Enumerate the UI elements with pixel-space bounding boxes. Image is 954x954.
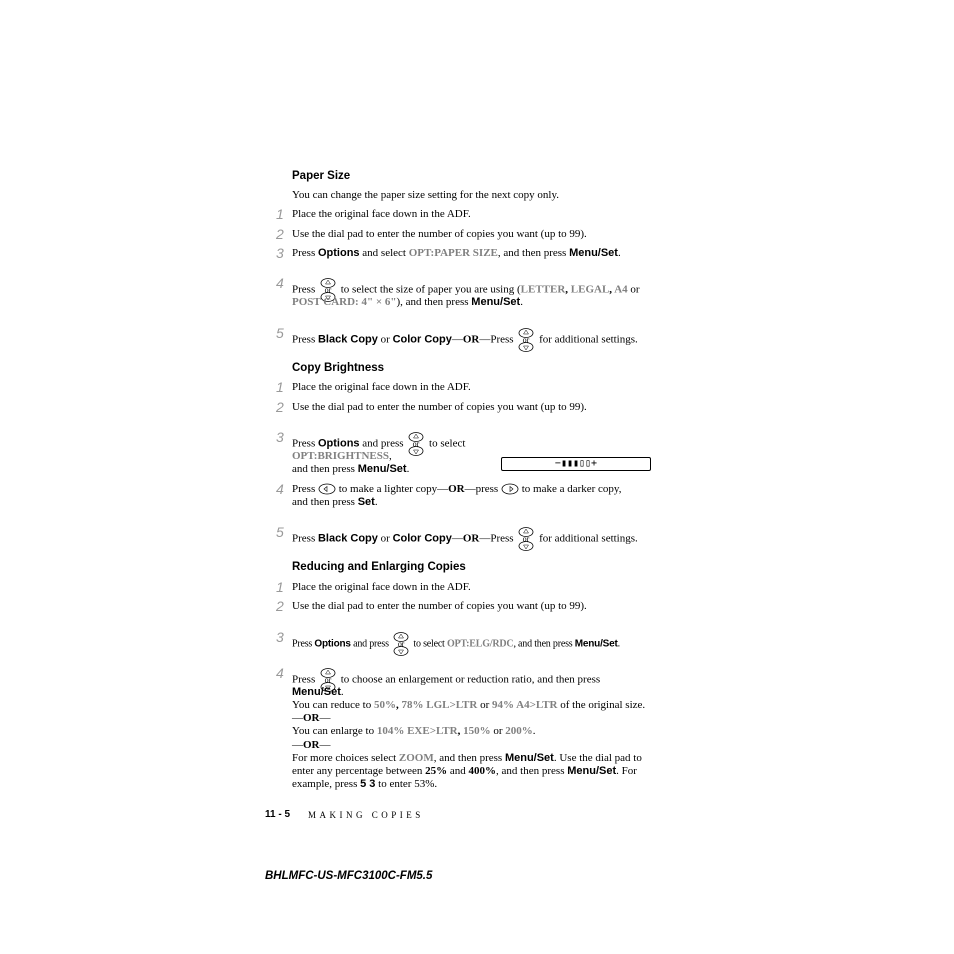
reduce-options-text: You can reduce to 50%, 78% LGL>LTR or 94% A4>LTR of the original size.: [292, 699, 646, 711]
paper-size-intro: You can change the paper size setting for the next copy only.: [292, 189, 559, 201]
step-text: Press Options and press or to select OPT:ELG/RDC, and then press Menu/Set.: [292, 631, 620, 657]
left-arrow-key-icon: [318, 483, 336, 495]
step-number: 4: [276, 665, 284, 681]
step-number: 2: [276, 598, 284, 614]
step-text: Press Options and select OPT:PAPER SIZE, and then press Menu/Set.: [292, 247, 621, 259]
zoom-instructions: example, press 5 3 to enter 53%.: [292, 778, 438, 790]
step-number: 1: [276, 206, 284, 222]
step-number: 5: [276, 325, 284, 341]
step-number: 2: [276, 226, 284, 242]
svg-text:or: or: [523, 335, 530, 345]
step-number: 4: [276, 275, 284, 291]
section-title-copy-brightness: Copy Brightness: [292, 362, 385, 374]
svg-text:or: or: [412, 439, 420, 449]
step-text-continued: OPT:BRIGHTNESS,: [292, 450, 392, 462]
step-number: 1: [276, 579, 284, 595]
step-text: Press to make a lighter copy—OR—press to make a darker copy,: [292, 483, 622, 495]
svg-text:or: or: [324, 675, 332, 685]
step-number: 4: [276, 481, 284, 497]
step-text: Use the dial pad to enter the number of copies you want (up to 99).: [292, 401, 587, 413]
step-text-continued: and then press Menu/Set.: [292, 463, 410, 475]
zoom-instructions: enter any percentage between 25% and 400%, and then press Menu/Set. For: [292, 765, 637, 777]
step-number: 3: [276, 245, 284, 261]
step-text-continued: Menu/Set.: [292, 686, 344, 698]
navigation-keys-icon: [406, 431, 426, 457]
step-number: 2: [276, 399, 284, 415]
step-number: 3: [276, 429, 284, 445]
step-text-continued: POST CARD: 4" × 6"), and then press Menu/Set.: [292, 296, 523, 308]
section-title-reducing-enlarging: Reducing and Enlarging Copies: [292, 561, 466, 573]
step-text: Press Options and press or to select: [292, 431, 465, 457]
step-text-continued: and then press Set.: [292, 496, 378, 508]
svg-text:or: or: [324, 285, 332, 295]
footer-section-name: MAKING COPIES: [308, 810, 424, 820]
document-id: BHLMFC-US-MFC3100C-FM5.5: [265, 870, 433, 882]
step-text: Use the dial pad to enter the number of copies you want (up to 99).: [292, 228, 587, 240]
or-separator: —OR—: [292, 739, 331, 751]
right-arrow-key-icon: [501, 483, 519, 495]
step-text: Place the original face down in the ADF.: [292, 581, 471, 593]
svg-text:or: or: [397, 639, 405, 649]
step-text: Press Black Copy or Color Copy—OR—Press or for additional settings.: [292, 526, 638, 552]
step-number: 3: [276, 629, 284, 645]
step-text: Use the dial pad to enter the number of copies you want (up to 99).: [292, 600, 587, 612]
step-number: 5: [276, 524, 284, 540]
navigation-keys-icon: [516, 327, 536, 353]
page-number: 11 - 5: [265, 809, 291, 820]
step-text: Place the original face down in the ADF.: [292, 208, 471, 220]
navigation-keys-icon: [391, 631, 411, 657]
section-title-paper-size: Paper Size: [292, 170, 351, 182]
step-number: 1: [276, 379, 284, 395]
svg-text:or: or: [523, 534, 530, 544]
zoom-instructions: For more choices select ZOOM, and then press Menu/Set. Use the dial pad to: [292, 752, 642, 764]
step-text: Place the original face down in the ADF.: [292, 381, 471, 393]
navigation-keys-icon: [516, 526, 536, 552]
lcd-brightness-display: −▮▮▮▯▯+: [501, 457, 651, 471]
step-text: Press or to choose an enlargement or reduction ratio, and then press: [292, 667, 600, 693]
or-separator: —OR—: [292, 712, 331, 724]
step-text: Press or to select the size of paper you are using (LETTER, LEGAL, A4 or: [292, 277, 640, 303]
step-text: Press Black Copy or Color Copy—OR—Press or for additional settings.: [292, 327, 638, 353]
enlarge-options-text: You can enlarge to 104% EXE>LTR, 150% or 200%.: [292, 725, 536, 737]
